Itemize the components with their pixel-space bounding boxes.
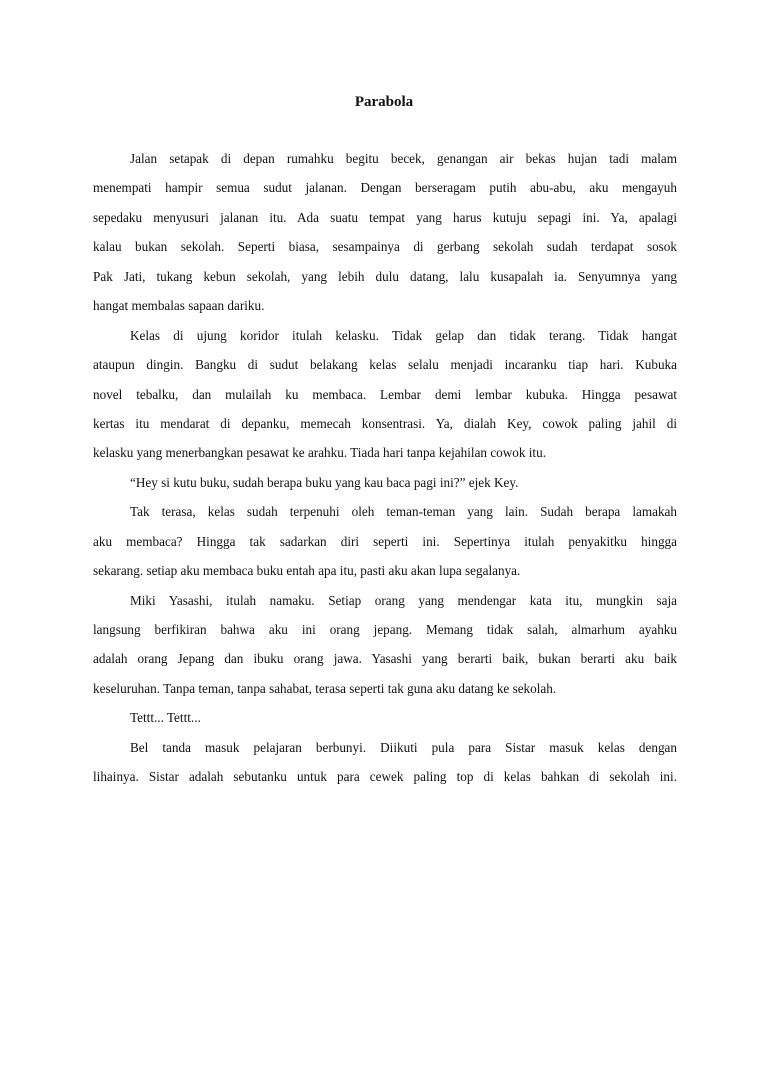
paragraph-2 — [93, 321, 677, 468]
text-line: Bel tanda masuk pelajaran berbunyi. Diikuti pula para Sistar masuk kelas dengan — [130, 739, 677, 755]
text-line: menempati hampir semua sudut jalanan. Dengan berseragam putih abu-abu, aku mengayuh — [93, 180, 677, 196]
text-line: kertas itu mendarat di depanku, memecah konsentrasi. Ya, dialah Key, cowok paling jahil di — [93, 415, 677, 431]
text-line: adalah orang Jepang dan ibuku orang jawa. Yasashi yang berarti baik, bukan berarti aku baik — [93, 651, 677, 667]
text-line: sepedaku menyusuri jalanan itu. Ada suatu tempat yang harus kutuju sepagi ini. Ya, apalagi — [93, 209, 677, 225]
document-body — [93, 144, 677, 792]
paragraph-7 — [93, 733, 677, 792]
paragraph-3 — [93, 468, 677, 497]
text-line: ataupun dingin. Bangku di sudut belakang kelas selalu menjadi incaranku tiap hari. Kubuka — [93, 357, 677, 373]
text-line: kalau bukan sekolah. Seperti biasa, sesampainya di gerbang sekolah sudah terdapat sosok — [93, 239, 677, 255]
paragraph-5 — [93, 586, 677, 704]
text-line: hangat membalas sapaan dariku. — [93, 298, 265, 314]
text-line: langsung berfikiran bahwa aku ini orang jepang. Memang tidak salah, almarhum ayahku — [93, 622, 677, 637]
text-line: kelasku yang menerbangkan pesawat ke arahku. Tiada hari tanpa kejahilan cowok itu. — [93, 445, 546, 461]
paragraph-6 — [93, 703, 677, 732]
paragraph-1 — [93, 144, 677, 321]
text-line: lihainya. Sistar adalah sebutanku untuk para cewek paling top di kelas bahkan di sekolah ini. — [93, 769, 677, 785]
text-line: keseluruhan. Tanpa teman, tanpa sahabat, terasa seperti tak guna aku datang ke sekolah. — [93, 680, 557, 696]
text-line: sekarang. setiap aku membaca buku entah apa itu, pasti aku akan lupa segalanya. — [93, 563, 521, 579]
text-line: Tak terasa, kelas sudah terpenuhi oleh teman-teman yang lain. Sudah berapa lamakah — [130, 504, 677, 520]
text-line: Kelas di ujung koridor itulah kelasku. Tidak gelap dan tidak terang. Tidak hangat — [130, 327, 677, 343]
text-line: Tettt... Tettt... — [130, 710, 201, 726]
text-line: novel tebalku, dan mulailah ku membaca. Lembar demi lembar kubuka. Hingga pesawat — [93, 386, 677, 402]
text-line: “Hey si kutu buku, sudah berapa buku yang kau baca pagi ini?” ejek Key. — [130, 474, 519, 490]
text-line: Jalan setapak di depan rumahku begitu becek, genangan air bekas hujan tadi malam — [130, 151, 677, 166]
document-title: Parabola — [354, 94, 414, 110]
text-line: Miki Yasashi, itulah namaku. Setiap orang yang mendengar kata itu, mungkin saja — [130, 592, 677, 608]
text-line: aku membaca? Hingga tak sadarkan diri seperti ini. Sepertinya itulah penyakitku hingga — [93, 533, 677, 549]
text-line: Pak Jati, tukang kebun sekolah, yang lebih dulu datang, lalu kusapalah ia. Senyumnya yang — [93, 268, 677, 284]
paragraph-4 — [93, 497, 677, 585]
